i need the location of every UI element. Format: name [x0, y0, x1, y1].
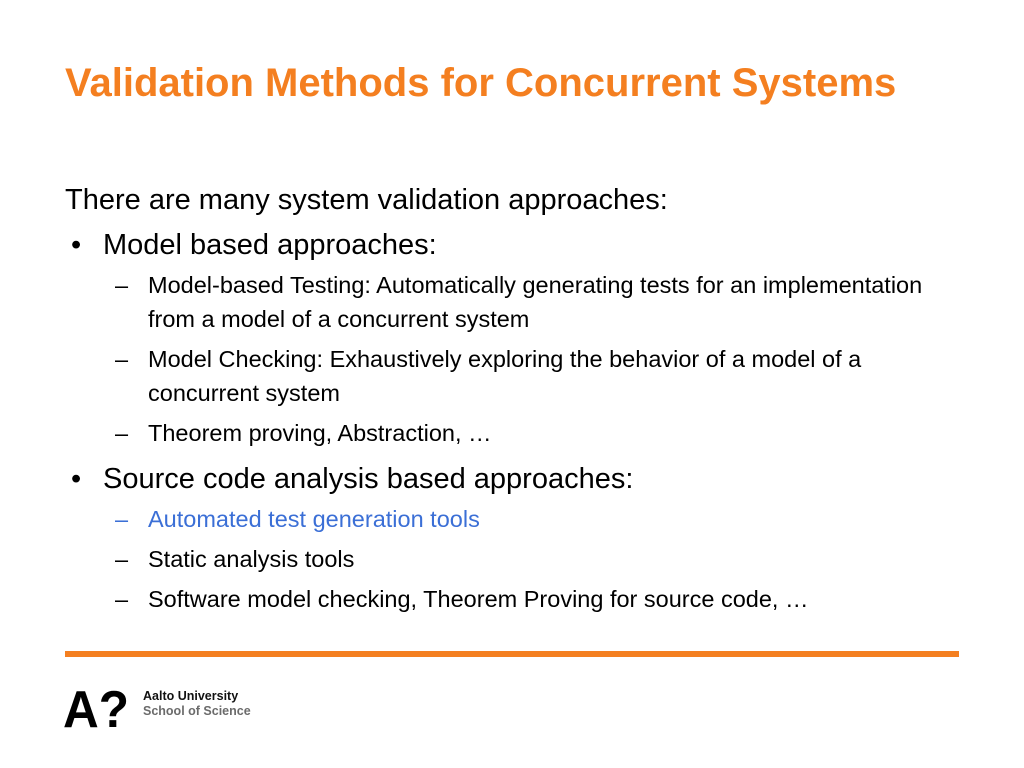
- subitem-text: Software model checking, Theorem Proving for source code, …: [148, 586, 809, 612]
- school-name: School of Science: [143, 704, 251, 718]
- subitem-model-based-testing: [65, 268, 975, 336]
- university-block: [143, 689, 251, 719]
- section-model-based: [65, 226, 975, 450]
- bullet-source-code: [65, 460, 975, 498]
- dash-mark: –: [115, 546, 129, 572]
- slide-title: Validation Methods for Concurrent Systems: [65, 61, 897, 105]
- subitem-static-analysis: [65, 542, 975, 576]
- subitem-text: Static analysis tools: [148, 546, 355, 572]
- subitem-text: Model Checking: Exhaustively exploring the behavior of a model of a concurrent system: [148, 346, 862, 406]
- aalto-logo-icon: [63, 686, 131, 730]
- slide-body: [65, 180, 975, 622]
- dash-mark: –: [115, 586, 129, 612]
- university-name: Aalto University: [143, 689, 239, 703]
- logo-text: A?: [63, 686, 129, 730]
- subitem-link-text[interactable]: Automated test generation tools: [148, 506, 480, 532]
- intro-text: There are many system validation approaches:: [65, 184, 668, 216]
- dash-mark: –: [115, 272, 129, 298]
- subitem-model-checking: [65, 342, 975, 410]
- dash-mark: –: [115, 420, 129, 446]
- bullet-mark: •: [71, 463, 82, 495]
- bullet-model-based: [65, 226, 975, 264]
- subitem-software-model-checking: [65, 582, 975, 616]
- section-source-code: [65, 460, 975, 616]
- subitem-text: Theorem proving, Abstraction, …: [148, 420, 492, 446]
- dash-mark: –: [115, 506, 129, 532]
- bullet-text: Model based approaches:: [103, 229, 437, 261]
- bullet-text: Source code analysis based approaches:: [103, 463, 634, 495]
- footer-divider: [65, 651, 959, 657]
- subitem-text: Model-based Testing: Automatically generating tests for an implementation from a model of a concurrent system: [148, 272, 923, 332]
- subitem-automated-test-generation[interactable]: [65, 502, 975, 536]
- bullet-mark: •: [71, 229, 82, 261]
- subitem-theorem-proving: [65, 416, 975, 450]
- dash-mark: –: [115, 346, 129, 372]
